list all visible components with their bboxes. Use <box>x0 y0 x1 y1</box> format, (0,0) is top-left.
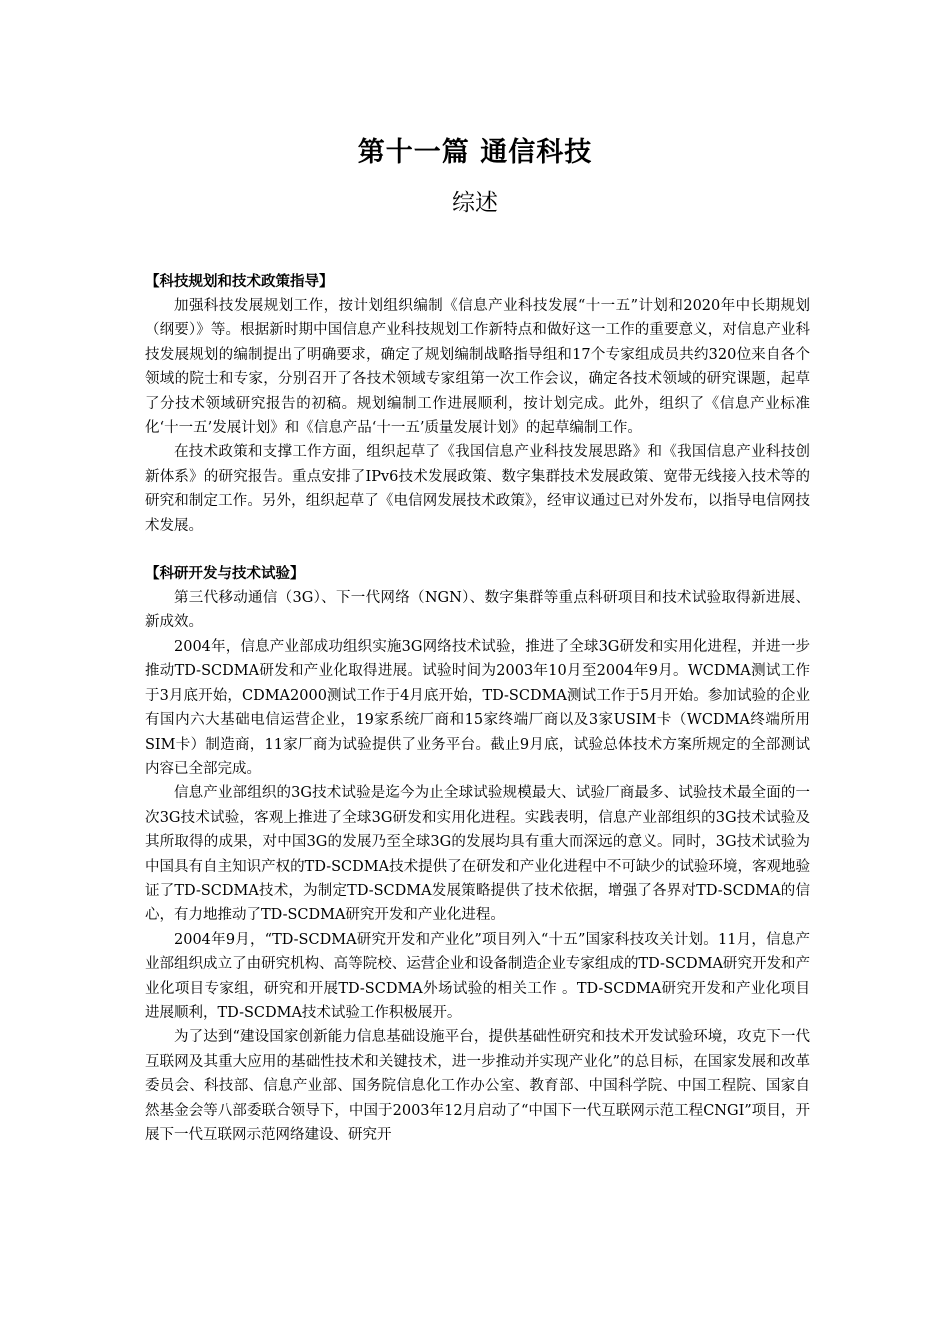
section-research <box>145 562 810 1147</box>
section-heading: 【科技规划和技术政策指导】 <box>145 273 334 290</box>
page-subtitle: 综述 <box>452 190 498 216</box>
paragraph: 在技术政策和支撑工作方面，组织起草了《我国信息产业科技发展思路》和《我国信息产业科技创新体系》的研究报告。重点安排了IPv6技术发展政策、数字集群技术发展政策、宽带无线接入技术等的研究和制定工作。另外，组织起草了《电信网发展技术政策》，经审议通过已对外发布，以指导电信网技术发展。 <box>145 444 810 534</box>
page-title: 第十一篇 通信科技 <box>357 137 593 168</box>
paragraph: 为了达到“建设国家创新能力信息基础设施平台，提供基础性研究和技术开发试验环境，攻克下一代互联网及其重大应用的基础性技术和关键技术，进一步推动并实现产业化”的总目标，在国家发展和改革委员会、科技部、信息产业部、国务院信息化工作办公室、教育部、中国科学院、中国工程院、国家自然基金会等八部委联合领导下，中国于2003年12月启动了“中国下一代互联网示范工程CNGI”项目，开展下一代互联网示范网络建设、研究开 <box>145 1029 810 1143</box>
paragraph: 信息产业部组织的3G技术试验是迄今为止全球试验规模最大、试验厂商最多、试验技术最全面的一次3G技术试验，客观上推进了全球3G研发和实用化进程。实践表明，信息产业部组织的3G技术试验及其所取得的成果，对中国3G的发展乃至全球3G的发展均具有重大而深远的意义。同时，3G技术试验为中国具有自主知识产权的TD-SCDMA技术提供了在研发和产业化进程中不可缺少的试验环境，客观地验证了TD-SCDMA技术，为制定TD-SCDMA发展策略提供了技术依据，增强了各界对TD-SCDMA的信心，有力地推动了TD-SCDMA研究开发和产业化进程。 <box>145 785 810 924</box>
section-heading: 【科研开发与技术试验】 <box>145 565 305 583</box>
document-body <box>145 270 810 1147</box>
paragraph: 第三代移动通信（3G）、下一代网络（NGN）、数字集群等重点科研项目和技术试验取得新进展、新成效。 <box>145 590 810 631</box>
paragraph: 2004年，信息产业部成功组织实施3G网络技术试验，推进了全球3G研发和实用化进程，并进一步推动TD-SCDMA研发和产业化取得进展。试验时间为2003年10月至2004年9月。WCDMA测试工作于3月底开始，CDMA2000测试工作于4月底开始，TD-SCDMA测试工作于5月开始。参加试验的企业有国内六大基础电信运营企业，19家系统厂商和15家终端厂商以及3家USIM卡（WCDMA终端所用SIM卡）制造商，11家厂商为试验提供了业务平台。截止9月底，试验总体技术方案所规定的全部测试内容已全部完成。 <box>145 638 810 777</box>
paragraph: 加强科技发展规划工作，按计划组织编制《信息产业科技发展“十一五”计划和2020年中长期规划（纲要）》等。根据新时期中国信息产业科技规划工作新特点和做好这一工作的重要意义，对信息产业科技发展规划的编制提出了明确要求，确定了规划编制战略指导组和17个专家组成员共约320位来自各个领域的院士和专家，分别召开了各技术领域专家组第一次工作会议，确定各技术领域的研究课题，起草了分技术领域研究报告的初稿。规划编制工作进展顺利，按计划完成。此外，组织了《信息产业标准化‘十一五’发展计划》和《信息产品‘十一五’质量发展计划》的起草编制工作。 <box>145 298 810 437</box>
paragraph: 2004年9月，“TD-SCDMA研究开发和产业化”项目列入“十五”国家科技攻关计划。11月，信息产业部组织成立了由研究机构、高等院校、运营企业和设备制造企业专家组成的TD-SCDMA研究开发和产业化项目专家组，研究和开展TD-SCDMA外场试验的相关工作 。TD-SCDMA研究开发和产业化项目进展顺利，TD-SCDMA技术试验工作积极展开。 <box>145 931 810 1021</box>
section-planning <box>145 270 810 538</box>
section-spacer <box>145 538 810 562</box>
